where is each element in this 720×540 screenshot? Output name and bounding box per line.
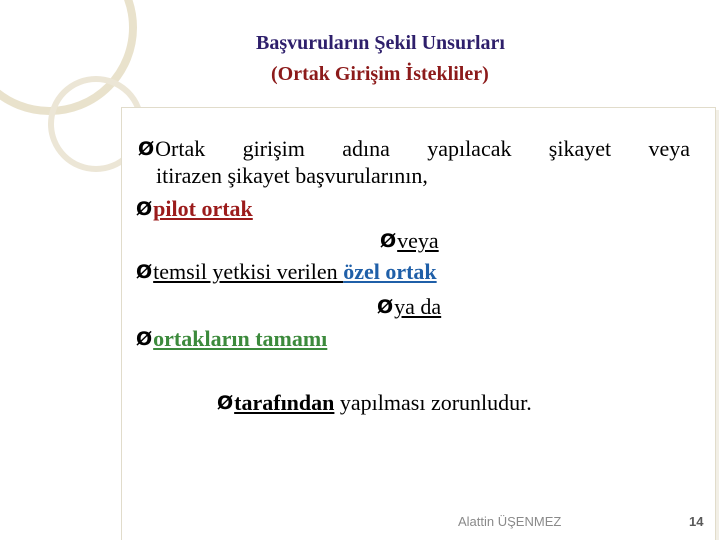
connector-veya [380, 228, 439, 255]
bullet-arrow-icon: Ø [380, 230, 397, 252]
decorative-ring-large [0, 0, 137, 115]
item-pilot-ortak [136, 196, 253, 223]
bullet-arrow-icon: Ø [377, 296, 394, 318]
connector-veya-text: veya [397, 228, 439, 253]
slide-subtitle: (Ortak Girişim İstekliler) [271, 63, 489, 85]
intro-word: şikayet [548, 136, 612, 161]
footer-author: Alattin ÜŞENMEZ [458, 514, 562, 529]
intro-first-word: ØOrtak [138, 136, 206, 161]
intro-line-2: itirazen şikayet başvurularının, [156, 163, 428, 188]
connector-ya-da [377, 294, 441, 321]
item-ortaklarin-tamami [136, 326, 327, 353]
bullet-arrow-icon: Ø [136, 261, 153, 283]
intro-word: veya [648, 136, 690, 161]
intro-line-1 [138, 136, 690, 163]
pilot-ortak-text: pilot ortak [153, 196, 253, 221]
intro-word: yapılacak [427, 136, 512, 161]
closing-statement [217, 390, 532, 417]
ortaklarin-tamami-text: ortakların tamamı [153, 326, 328, 351]
slide-title: Başvuruların Şekil Unsurları [256, 32, 505, 54]
bullet-arrow-icon: Ø [217, 392, 234, 414]
item-ozel-ortak [136, 259, 437, 286]
bullet-arrow-icon: Ø [138, 138, 155, 160]
ozel-ortak-prefix: temsil yetkisi verilen [153, 259, 344, 284]
intro-word: adına [342, 136, 390, 161]
tarafindan-text: tarafından [234, 390, 335, 415]
bullet-arrow-icon: Ø [136, 198, 153, 220]
ozel-ortak-text: özel ortak [343, 259, 437, 284]
intro-word: girişim [242, 136, 305, 161]
bullet-arrow-icon: Ø [136, 328, 153, 350]
closing-rest-text: yapılması zorunludur. [334, 390, 532, 415]
page-number: 14 [689, 514, 704, 529]
connector-ya-da-text: ya da [394, 294, 442, 319]
